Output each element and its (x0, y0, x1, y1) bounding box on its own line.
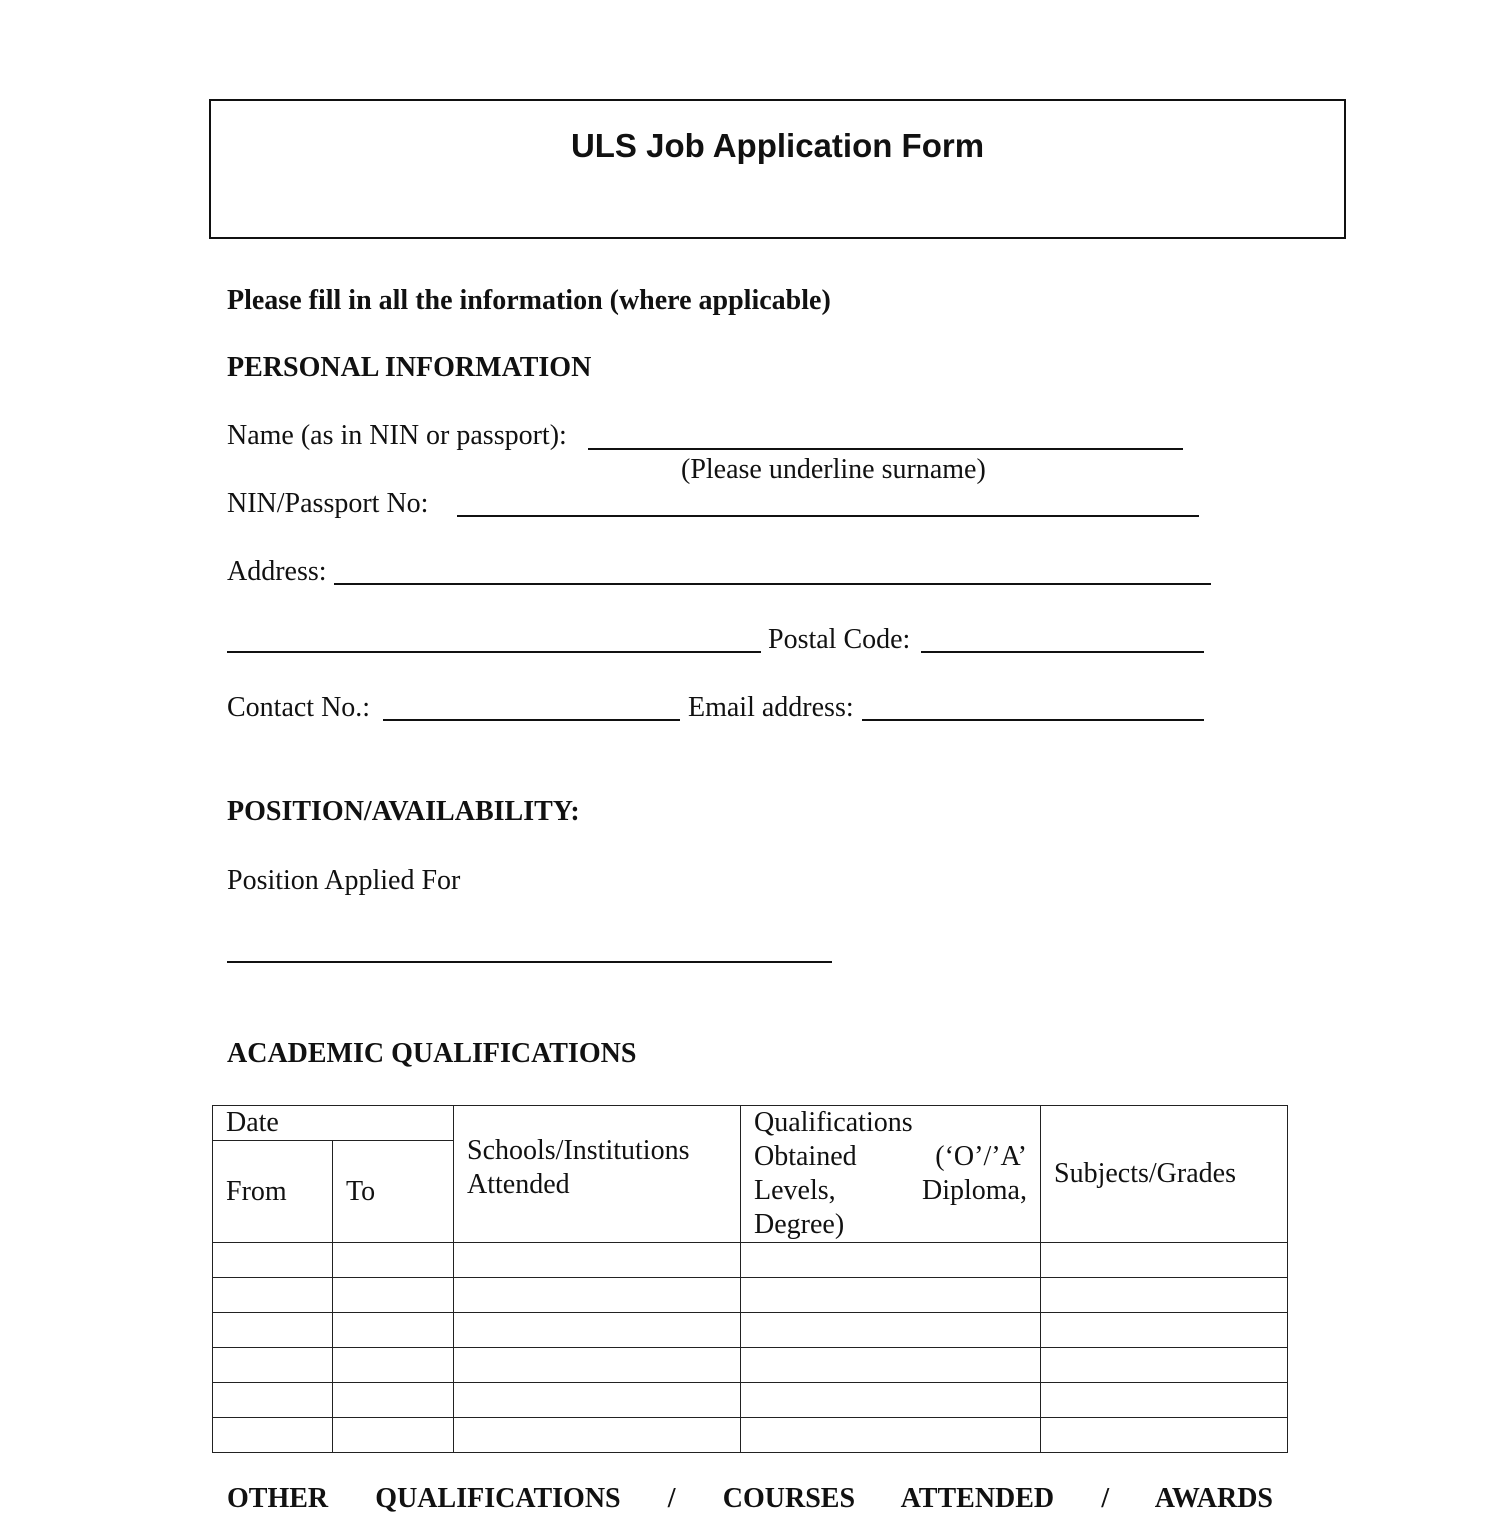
qual-line (754, 1174, 1027, 1208)
cell[interactable] (741, 1313, 1041, 1348)
position-field[interactable] (227, 961, 832, 963)
cell[interactable] (213, 1418, 333, 1453)
other-qualifications-heading: OTHER QUALIFICATIONS / COURSES ATTENDED / AWARDS (227, 1483, 1273, 1514)
qual-word: Diploma, (922, 1175, 1027, 1206)
cell[interactable] (454, 1278, 741, 1313)
passport-label: NIN/Passport No: (227, 488, 429, 519)
contact-field[interactable] (383, 719, 680, 721)
name-field[interactable] (588, 448, 1183, 450)
name-label: Name (as in NIN or passport): (227, 420, 567, 451)
name-note: (Please underline surname) (681, 454, 986, 485)
cell[interactable] (333, 1418, 454, 1453)
academic-table (212, 1105, 1288, 1453)
cell[interactable] (1041, 1278, 1288, 1313)
cell[interactable] (1041, 1348, 1288, 1383)
cell[interactable] (1041, 1313, 1288, 1348)
date-header: Date (213, 1106, 454, 1141)
postal-field[interactable] (921, 651, 1204, 653)
cell[interactable] (741, 1278, 1041, 1313)
qualifications-header (741, 1106, 1041, 1243)
instruction: Please fill in all the information (where applicable) (227, 285, 831, 316)
table-row (213, 1348, 1288, 1383)
cell[interactable] (333, 1313, 454, 1348)
cell[interactable] (213, 1313, 333, 1348)
table-row (213, 1278, 1288, 1313)
table-row (213, 1243, 1288, 1278)
position-heading: POSITION/AVAILABILITY: (227, 796, 580, 827)
subjects-header: Subjects/Grades (1041, 1106, 1288, 1243)
schools-header: Schools/Institutions Attended (454, 1106, 741, 1243)
cell[interactable] (741, 1418, 1041, 1453)
academic-heading: ACADEMIC QUALIFICATIONS (227, 1038, 637, 1069)
from-header: From (213, 1141, 333, 1243)
postal-label: Postal Code: (768, 624, 911, 655)
email-label: Email address: (688, 692, 854, 723)
cell[interactable] (454, 1418, 741, 1453)
personal-heading: PERSONAL INFORMATION (227, 352, 592, 383)
cell[interactable] (741, 1348, 1041, 1383)
email-field[interactable] (862, 719, 1204, 721)
cell[interactable] (213, 1383, 333, 1418)
cell[interactable] (333, 1278, 454, 1313)
qual-word: Obtained (754, 1141, 857, 1172)
cell[interactable] (213, 1243, 333, 1278)
cell[interactable] (213, 1278, 333, 1313)
qual-line (754, 1140, 1027, 1174)
cell[interactable] (1041, 1383, 1288, 1418)
passport-field[interactable] (457, 515, 1199, 517)
cell[interactable] (454, 1383, 741, 1418)
table-row (213, 1383, 1288, 1418)
cell[interactable] (741, 1383, 1041, 1418)
qual-line: Degree) (754, 1209, 845, 1240)
address-field[interactable] (334, 583, 1211, 585)
cell[interactable] (454, 1313, 741, 1348)
to-header: To (333, 1141, 454, 1243)
title-box (209, 99, 1346, 239)
address-line2-field[interactable] (227, 651, 761, 653)
cell[interactable] (1041, 1243, 1288, 1278)
qual-word: (‘O’/’A’ (935, 1141, 1027, 1172)
cell[interactable] (454, 1348, 741, 1383)
cell[interactable] (454, 1243, 741, 1278)
table-row (213, 1313, 1288, 1348)
table-row (213, 1418, 1288, 1453)
address-label: Address: (227, 556, 327, 587)
position-label: Position Applied For (227, 865, 461, 896)
cell[interactable] (1041, 1418, 1288, 1453)
cell[interactable] (333, 1383, 454, 1418)
qual-word: Levels, (754, 1175, 836, 1206)
contact-label: Contact No.: (227, 692, 371, 723)
form-title: ULS Job Application Form (570, 127, 985, 164)
cell[interactable] (741, 1243, 1041, 1278)
qual-line: Qualifications (754, 1107, 913, 1138)
cell[interactable] (213, 1348, 333, 1383)
cell[interactable] (333, 1348, 454, 1383)
cell[interactable] (333, 1243, 454, 1278)
